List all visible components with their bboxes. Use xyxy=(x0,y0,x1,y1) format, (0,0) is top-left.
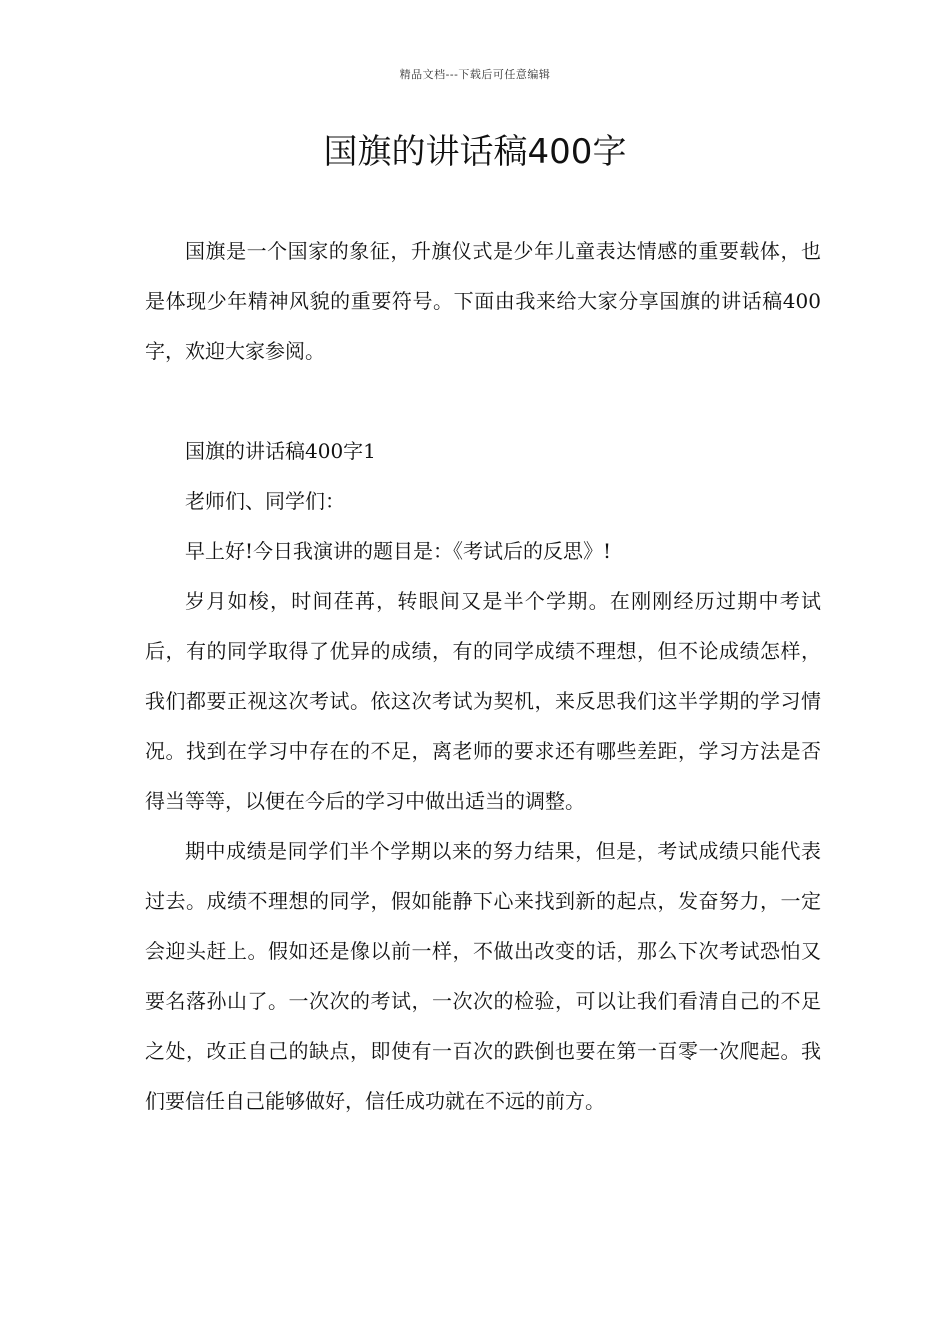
document-title: 国旗的讲话稿400字 xyxy=(323,132,627,172)
body-paragraph-1: 岁月如梭，时间荏苒，转眼间又是半个学期。在刚刚经历过期中考试后，有的同学取得了优异的成绩，有的同学成绩不理想，但不论成绩怎样，我们都要正视这次考试。依这次考试为契机，来反思我们这半学期的学习情况。找到在学习中存在的不足，离老师的要求还有哪些差距，学习方法是否得当等等，以便在今后的学习中做出适当的调整。 xyxy=(145,589,821,813)
paragraph-spacer xyxy=(145,376,821,426)
intro-paragraph: 国旗是一个国家的象征，升旗仪式是少年儿童表达情感的重要载体，也是体现少年精神风貌的重要符号。下面由我来给大家分享国旗的讲话稿400字，欢迎大家参阅。 xyxy=(145,239,821,363)
body-paragraph-2: 期中成绩是同学们半个学期以来的努力结果，但是，考试成绩只能代表过去。成绩不理想的同学，假如能静下心来找到新的起点，发奋努力，一定会迎头赶上。假如还是像以前一样，不做出改变的话，那么下次考试恐怕又要名落孙山了。一次次的考试，一次次的检验，可以让我们看清自己的不足之处，改正自己的缺点，即使有一百次的跌倒也要在第一百零一次爬起。我们要信任自己能够做好，信任成功就在不远的前方。 xyxy=(145,839,821,1113)
header-note: 精品文档---下载后可任意编辑 xyxy=(399,68,551,81)
greeting-paragraph: 老师们、同学们： xyxy=(185,489,345,513)
opening-paragraph: 早上好!今日我演讲的题目是：《考试后的反思》! xyxy=(185,539,612,563)
section-heading: 国旗的讲话稿400字1 xyxy=(185,439,376,463)
document-body xyxy=(145,226,821,1126)
